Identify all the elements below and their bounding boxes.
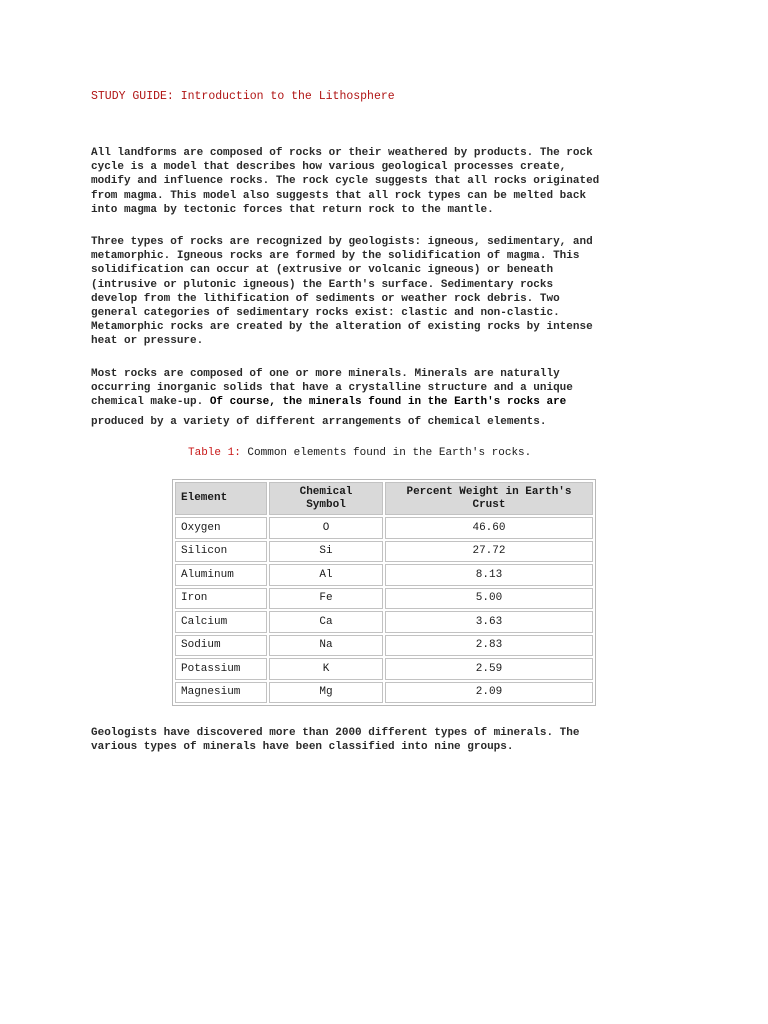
elements-table (172, 479, 596, 706)
cell-percent: 8.13 (385, 564, 593, 586)
cell-symbol: Al (269, 564, 383, 586)
cell-symbol: Na (269, 635, 383, 657)
cell-percent: 3.63 (385, 611, 593, 633)
cell-element: Calcium (175, 611, 267, 633)
cell-percent: 2.09 (385, 682, 593, 704)
table-header-row (175, 482, 593, 515)
table-row (175, 611, 593, 633)
header-percent: Percent Weight in Earth's Crust (385, 482, 593, 515)
cell-percent: 5.00 (385, 588, 593, 610)
paragraph-minerals-bold-a: Of course, the minerals found in the Earth's rocks are (209, 396, 567, 409)
cell-element: Magnesium (175, 682, 267, 704)
table-caption-text: Common elements found in the Earth's rocks. (240, 447, 532, 459)
paragraph-minerals-text: Most rocks are composed of one or more minerals. Minerals are naturally occurring inorganic solids that have a crystalline structure and a unique chemical make-up. (91, 368, 573, 409)
cell-percent: 27.72 (385, 541, 593, 563)
cell-symbol: K (269, 658, 383, 680)
page-title: STUDY GUIDE: Introduction to the Lithosphere (91, 90, 395, 103)
cell-percent: 2.59 (385, 658, 593, 680)
table-row (175, 517, 593, 539)
paragraph-minerals-bold-b: produced by a variety of different arrangements of chemical elements. (91, 416, 547, 428)
cell-symbol: Si (269, 541, 383, 563)
table-row (175, 635, 593, 657)
table-row (175, 541, 593, 563)
cell-element: Sodium (175, 635, 267, 657)
table-row (175, 658, 593, 680)
cell-element: Potassium (175, 658, 267, 680)
table-row (175, 682, 593, 704)
cell-element: Aluminum (175, 564, 267, 586)
table-caption (188, 447, 531, 459)
cell-percent: 46.60 (385, 517, 593, 539)
cell-percent: 2.83 (385, 635, 593, 657)
cell-symbol: Ca (269, 611, 383, 633)
cell-element: Oxygen (175, 517, 267, 539)
paragraph-minerals (91, 367, 691, 410)
cell-symbol: Fe (269, 588, 383, 610)
table-row (175, 588, 593, 610)
cell-element: Silicon (175, 541, 267, 563)
table-caption-label: Table 1: (188, 447, 241, 459)
header-symbol: Chemical Symbol (269, 482, 383, 515)
cell-symbol: Mg (269, 682, 383, 704)
paragraph-rock-cycle: All landforms are composed of rocks or their weathered by products. The rock cycle is a model that describes how various geological processes create, modify and influence rocks. The rock cycle suggests that all rocks originated from magma. This model also suggests that all rock types can be melted back into magma by tectonic forces that return rock to the mantle. (91, 147, 600, 216)
header-element: Element (175, 482, 267, 515)
cell-symbol: O (269, 517, 383, 539)
paragraph-mineral-groups: Geologists have discovered more than 2000 different types of minerals. The various types of minerals have been classified into nine groups. (91, 727, 580, 754)
table-row (175, 564, 593, 586)
cell-element: Iron (175, 588, 267, 610)
paragraph-rock-types: Three types of rocks are recognized by geologists: igneous, sedimentary, and metamorphic. Igneous rocks are formed by the solidification of magma. This solidification can occur at (extrusive or volcanic igneous) or beneath (intrusive or plutonic igneous) the Earth's surface. Sedimentary rocks develop from the lithification of sediments or weather rock debris. Two general categories of sedimentary rocks exist: clastic and non-clastic. Metamorphic rocks are created by the alteration of existing rocks by intense heat or pressure. (91, 236, 593, 348)
